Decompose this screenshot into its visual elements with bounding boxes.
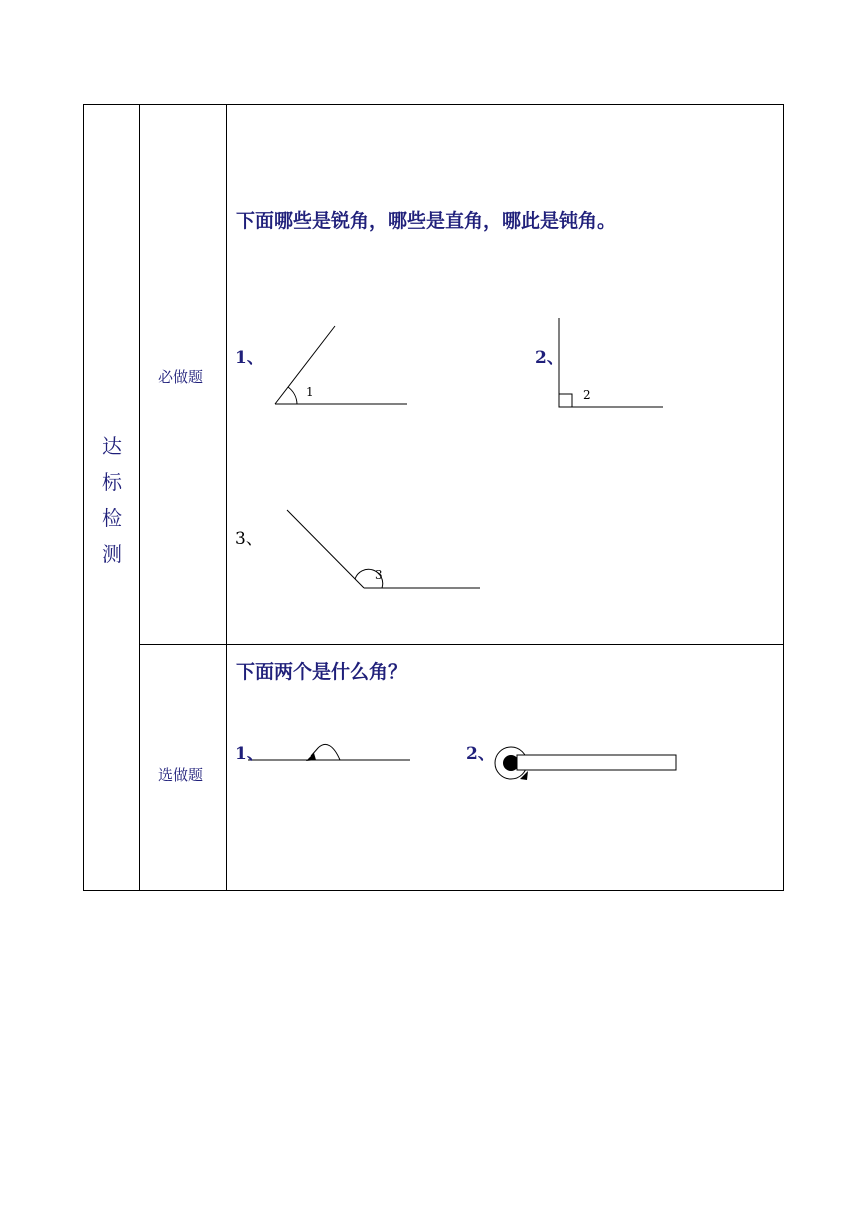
section-label-char: 达 [102, 434, 122, 458]
round-angle-figure [495, 747, 676, 780]
section-label-char: 测 [102, 542, 122, 566]
item-number: 1、 [235, 744, 264, 764]
angle-label: 3 [375, 568, 383, 582]
required-question: 下面哪些是锐角，哪些是直角，哪此是钝角。 [236, 210, 617, 232]
item-number: 2、 [535, 348, 564, 368]
optional-question: 下面两个是什么角？ [236, 661, 408, 683]
angle-label: 2 [583, 388, 591, 402]
acute-angle-figure [275, 326, 407, 404]
item-number: 2、 [466, 744, 495, 764]
item-number: 3、 [235, 529, 263, 549]
right-angle-figure [559, 318, 663, 407]
item-number: 1、 [235, 348, 264, 368]
optional-category: 选做题 [158, 766, 204, 784]
section-label-char: 检 [102, 506, 122, 530]
angle-label: 1 [306, 385, 314, 399]
section-label-char: 标 [102, 470, 122, 494]
obtuse-angle-figure [287, 510, 480, 588]
required-category: 必做题 [158, 368, 204, 386]
straight-angle-figure [248, 744, 410, 761]
